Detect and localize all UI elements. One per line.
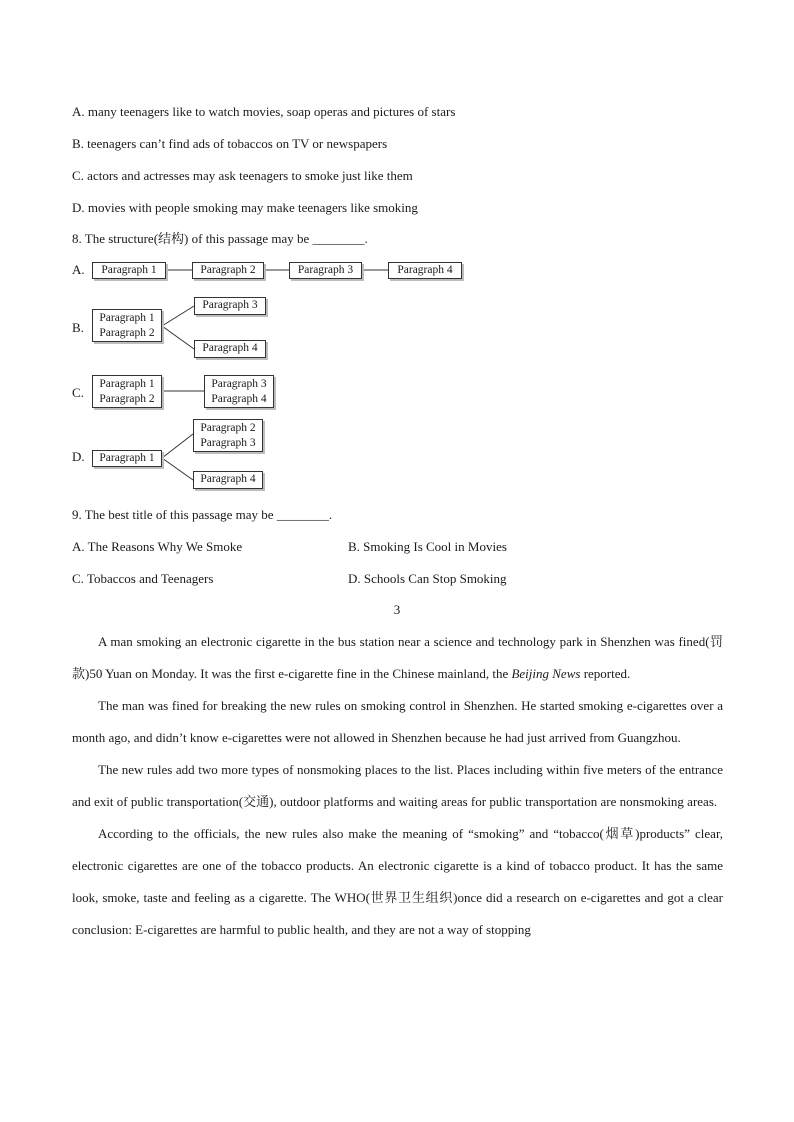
section-number: 3 [393,602,401,617]
q8-option-d-label: D. [72,449,85,464]
d-paragraph-3: Paragraph 3 [200,437,256,449]
d-top-box [193,419,263,452]
d-bottom-box [193,471,263,489]
c-paragraph-2: Paragraph 2 [99,393,155,405]
p1-text: A man smoking an electronic cigarette in the bus station near a science and technology park in Shenzhen was fined(罚款)50 Yuan on Monday. It was the first e-cigarette fine in the Chinese mainland, the [72,634,723,681]
passage-paragraph-4: According to the officials, the new rules also make the meaning of “smoking” and “tobacco(烟草)products” clear, electronic cigarettes are one of the tobacco products. An electronic cigarette is a kind of tobacco product. It has the same look, smoke, taste and feeling as a cigarette. The WHO(世界卫生组织)once did a research on e-cigarettes and got a clear conclusion: E-cigarettes are harmful to public health, and they are not a way of stopping [72,826,723,937]
q7-option-a: A. many teenagers like to watch movies, soap operas and pictures of stars [72,104,456,119]
a-paragraph-1: Paragraph 1 [101,264,157,276]
passage-paragraph-1 [72,626,723,690]
passage-paragraph-3: The new rules add two more types of nonsmoking places to the list. Places including within five meters of the entrance and exit of public transportation(交通), outdoor platforms and waiting areas for public transportation are nonsmoking areas. [72,762,723,809]
a-paragraph-3: Paragraph 3 [297,264,354,276]
connector-d-bottom [162,458,193,480]
a-paragraph-3-box [289,262,362,279]
d-left-box [92,450,162,467]
b-top-box [194,297,266,315]
q7-option-b: B. teenagers can’t find ads of tobaccos on TV or newspapers [72,136,388,151]
connector-d-top [162,434,193,458]
q8-option-b-label: B. [72,320,84,335]
a-paragraph-2-box [192,262,264,279]
connector-b-bottom [162,326,194,349]
c-paragraph-4: Paragraph 4 [211,393,267,405]
a-paragraph-4-box [388,262,462,279]
d-paragraph-4: Paragraph 4 [200,473,256,485]
q7-option-d: D. movies with people smoking may make teenagers like smoking [72,200,418,215]
c-paragraph-1: Paragraph 1 [99,378,155,390]
a-paragraph-1-box [92,262,166,279]
p1-source: Beijing News [511,666,581,681]
c-paragraph-3: Paragraph 3 [211,378,267,390]
d-paragraph-1: Paragraph 1 [99,452,155,464]
c-right-box [204,375,274,408]
q9-option-b: B. Smoking Is Cool in Movies [348,539,507,554]
b-paragraph-3: Paragraph 3 [202,299,258,311]
b-paragraph-2: Paragraph 2 [99,327,155,339]
q9-question: 9. The best title of this passage may be ________. [72,507,333,522]
b-paragraph-4: Paragraph 4 [202,342,258,354]
b-bottom-box [194,340,266,358]
p1-text-end: reported. [580,666,631,681]
q9-option-d: D. Schools Can Stop Smoking [348,571,507,586]
q8-option-a-label: A. [72,262,85,277]
q9-option-c: C. Tobaccos and Teenagers [72,571,214,586]
d-paragraph-2: Paragraph 2 [200,422,256,434]
q8-option-c-label: C. [72,385,84,400]
b-paragraph-1: Paragraph 1 [99,312,155,324]
q8-question: 8. The structure(结构) of this passage may be ________. [72,231,368,246]
passage-paragraph-2: The man was fined for breaking the new rules on smoking control in Shenzhen. He started smoking e-cigarettes over a month ago, and didn’t know e-cigarettes were not allowed in Shenzhen because he had just arrived from Guangzhou. [72,698,723,745]
q9-option-a: A. The Reasons Why We Smoke [72,539,243,554]
a-paragraph-2: Paragraph 2 [200,264,256,276]
passage [72,626,723,946]
b-left-box [92,309,162,342]
c-left-box [92,375,162,408]
a-paragraph-4: Paragraph 4 [397,264,453,276]
connector-b-top [162,306,194,326]
q7-option-c: C. actors and actresses may ask teenagers to smoke just like them [72,168,413,183]
